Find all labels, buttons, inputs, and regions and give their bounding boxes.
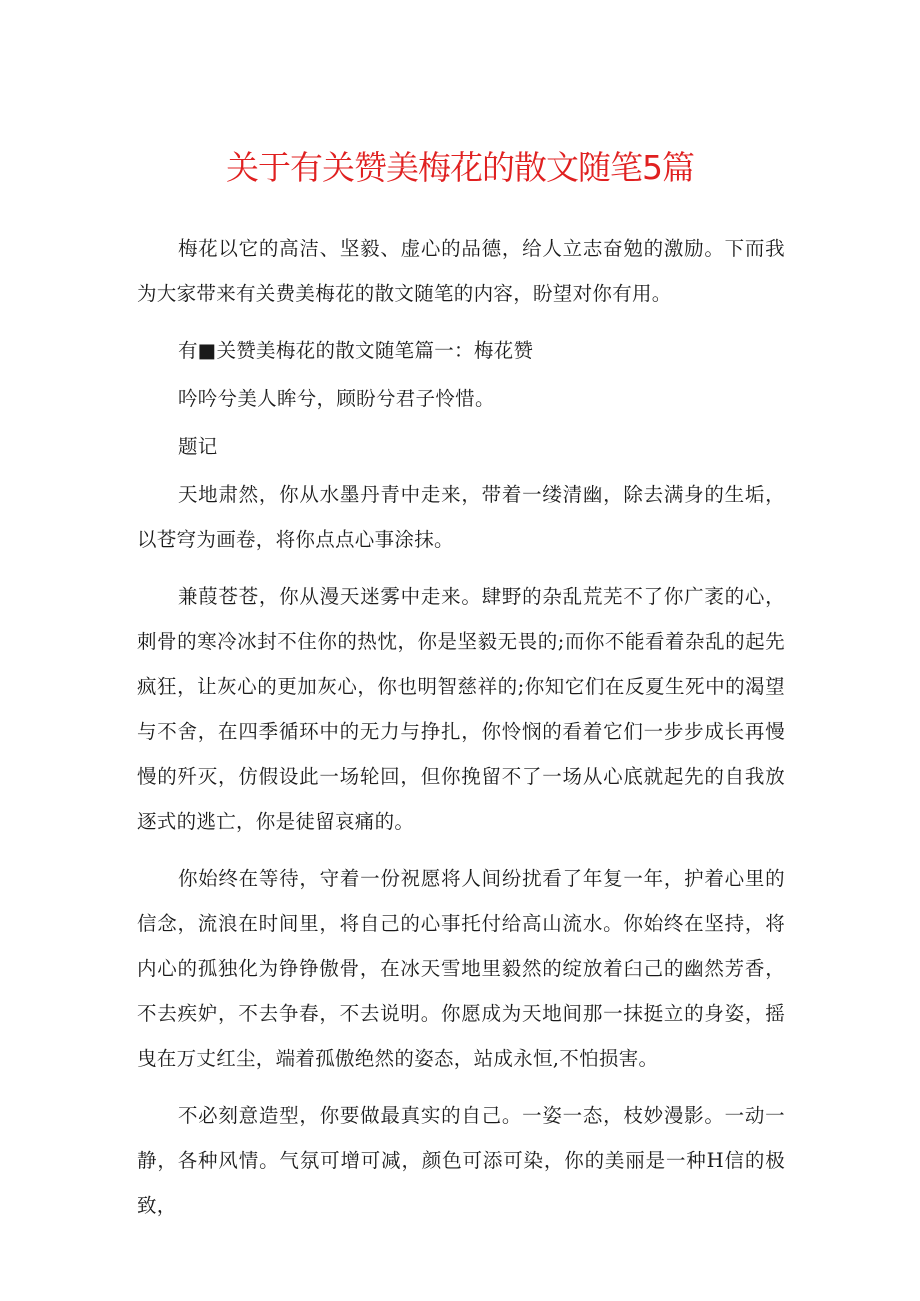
paragraph-epigraph: 吟吟兮美人眸兮，顾盼兮君子怜惜。: [177, 387, 495, 410]
document-title: 关于有关赞美梅花的散文随笔5篇: [226, 148, 694, 187]
paragraph-body-2: 兼葭苍苍，你从漫天迷雾中走来。肆野的杂乱荒芜不了你广袤的心，刺骨的寒冷冰封不住你的热忱，你是坚毅无畏的;而你不能看着杂乱的起先疯狂，让灰心的更加灰心，你也明智慈祥的;你知它们在反夏生死中的渴望与不舍，在四季循环中的无力与挣扎，你怜悯的看着它们一步步成长再慢慢的歼灭，仿假设此一场轮回，但你挽留不了一场从心底就起先的自我放逐式的逃亡，你是徒留哀痛的。: [137, 585, 785, 833]
paragraph-body-3: 你始终在等待，守着一份祝愿将人间纷扰看了年复一年，护着心里的信念，流浪在时间里，将自己的心事托付给高山流水。你始终在坚持，将内心的孤独化为铮铮傲骨，在冰天雪地里毅然的绽放着臼己的幽然芳香，不去疾妒，不去争春，不去说明。你愿成为天地间那一抹挺立的身姿，摇曳在万丈红尘，端着孤傲绝然的姿态，站成永恒,不怕损害。: [137, 867, 785, 1070]
document-body: [137, 226, 785, 1228]
paragraph-section-heading: 有■关赞美梅花的散文随笔篇一：梅花赞: [177, 339, 534, 362]
paragraph-body-1: 天地肃然，你从水墨丹青中走来，带着一缕清幽，除去满身的生垢，以苍穹为画卷，将你点点心事涂抹。: [137, 483, 785, 551]
paragraph-intro: 梅花以它的高洁、坚毅、虚心的品德，给人立志奋勉的激励。下而我为大家带来有关费美梅花的散文随笔的内容，盼望对你有用。: [137, 237, 785, 305]
paragraph-epigraph-label: 题记: [177, 435, 218, 458]
paragraph-body-4: 不必刻意造型，你要做最真实的自己。一姿一态，枝妙漫影。一动一静，各种风情。气氛可增可减，颜色可添可染，你的美丽是一种H信的极致，: [137, 1104, 785, 1217]
